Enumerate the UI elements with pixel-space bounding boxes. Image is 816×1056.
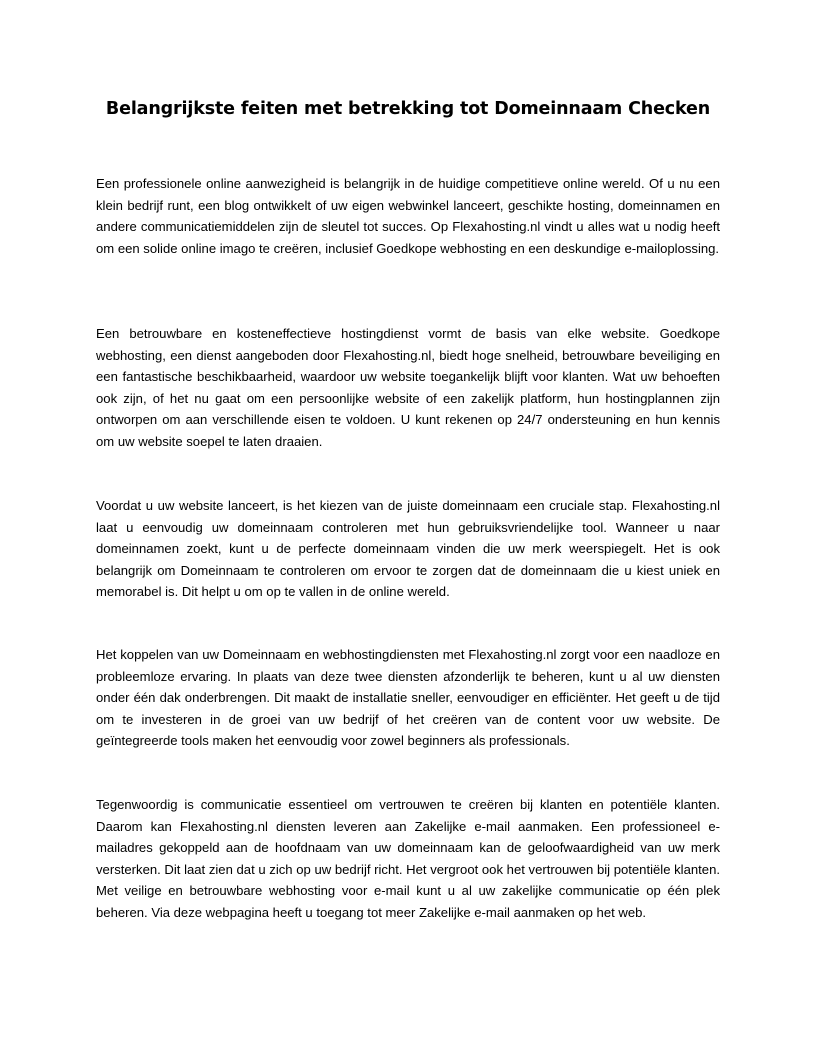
- page-title: Belangrijkste feiten met betrekking tot Domeinnaam Checken: [105, 99, 711, 119]
- paragraph-webhosting: Een betrouwbare en kosteneffectieve hostingdienst vormt de basis van elke website. Goedkope webhosting, een dienst aangeboden door Flexahosting.nl, biedt hoge snelheid, betrouwbare beveiliging en een fantastische beschikbaarheid, waardoor uw website toegankelijk blijft voor klanten. Wat uw behoeften ook zijn, of het nu gaat om een persoonlijke website of een zakelijk platform, hun hostingplannen zijn ontworpen om aan verschillende eisen te voldoen. U kunt rekenen op 24/7 ondersteuning en hun kennis om uw website soepel te laten draaien.: [96, 326, 720, 449]
- paragraph-domain-check: Voordat u uw website lanceert, is het kiezen van de juiste domeinnaam een cruciale stap. Flexahosting.nl laat u eenvoudig uw domeinnaam controleren met hun gebruiksvriendelijke tool. Wanneer u naar domeinnamen zoekt, kunt u de perfecte domeinnaam vinden die uw merk weerspiegelt. Het is ook belangrijk om Domeinnaam te controleren om ervoor te zorgen dat de domeinnaam die u kiest uniek en memorabel is. Dit helpt u om op te vallen in de online wereld.: [96, 498, 720, 600]
- paragraph-business-email: Tegenwoordig is communicatie essentieel om vertrouwen te creëren bij klanten en potentiële klanten. Daarom kan Flexahosting.nl diensten leveren aan Zakelijke e-mail aanmaken. Een professioneel e-mailadres gekoppeld aan de hoofdnaam van uw domeinnaam kan de geloofwaardigheid van uw merk versterken. Dit laat zien dat u zich op uw bedrijf richt. Het vergroot ook het vertrouwen bij potentiële klanten. Met veilige en betrouwbare webhosting voor e-mail kunt u al uw zakelijke communicatie op één plek beheren. Via deze webpagina heeft u toegang tot meer Zakelijke e-mail aanmaken op het web.: [96, 797, 720, 920]
- paragraph-intro: Een professionele online aanwezigheid is belangrijk in de huidige competitieve online wereld. Of u nu een klein bedrijf runt, een blog ontwikkelt of uw eigen webwinkel lanceert, geschikte hosting, domeinnamen en andere communicatiemiddelen zijn de sleutel tot succes. Op Flexahosting.nl vindt u alles wat u nodig heeft om een solide online imago te creëren, inclusief Goedkope webhosting en een deskundige e-mailoplossing.: [96, 176, 720, 256]
- paragraph-integration: Het koppelen van uw Domeinnaam en webhostingdiensten met Flexahosting.nl zorgt voor een naadloze en probleemloze ervaring. In plaats van deze twee diensten afzonderlijk te beheren, kunt u al uw diensten onder één dak onderbrengen. Dit maakt de installatie sneller, eenvoudiger en efficiënter. Het geeft u de tijd om te investeren in de groei van uw bedrijf of het creëren van de content voor uw website. De geïntegreerde tools maken het eenvoudig voor zowel beginners als professionals.: [96, 647, 720, 749]
